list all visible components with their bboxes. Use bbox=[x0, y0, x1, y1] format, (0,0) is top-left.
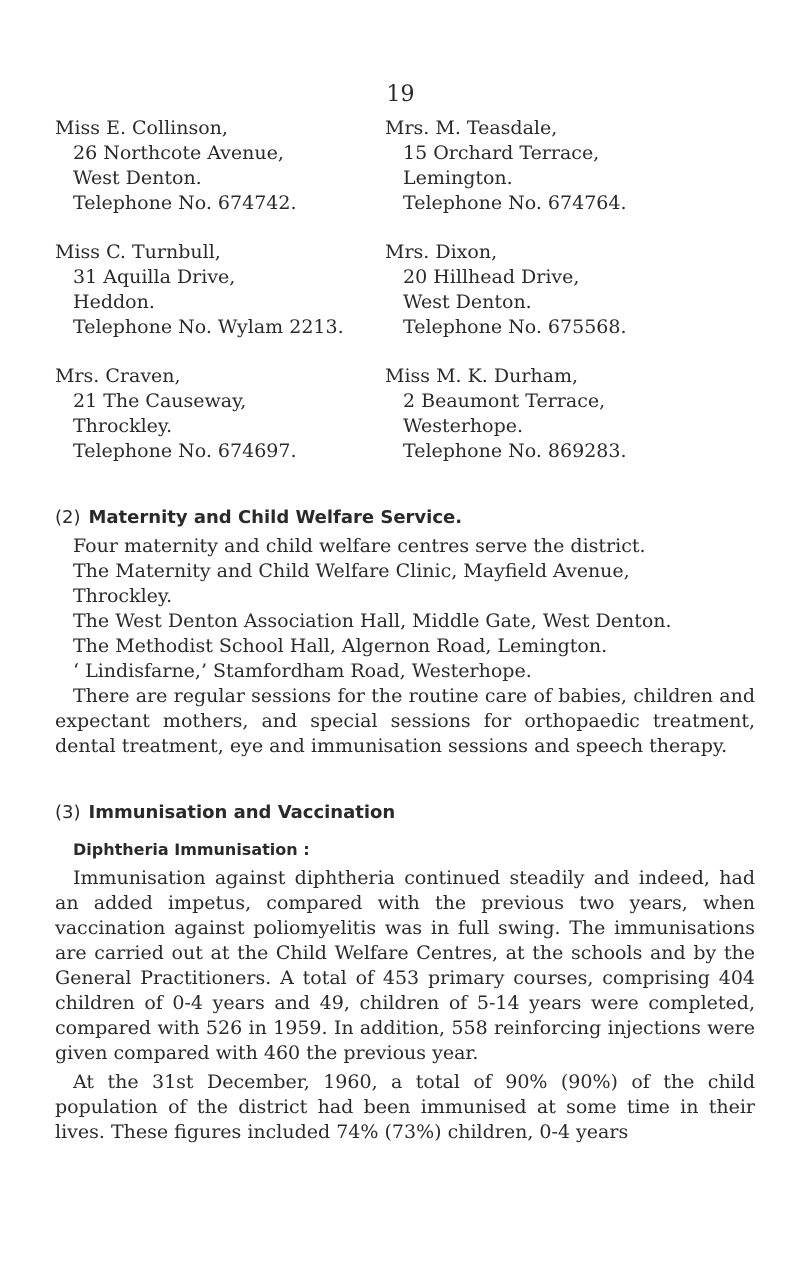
contact-address: 20 Hillhead Drive, bbox=[403, 266, 580, 288]
sub-heading: Diphtheria Immunisation : bbox=[73, 840, 310, 859]
body-paragraph: At the 31st December, 1960, a total of 90% (90%) of the child population of the district had been immunised at some time in their lives. These figures included 74% (73%) children, 0-4 years bbox=[55, 1071, 755, 1143]
body-paragraph: There are regular sessions for the routine care of babies, children and expectant mothers, and special sessions for orthopaedic treatment, dental treatment, eye and immunisation sessions and speech therapy. bbox=[55, 685, 755, 757]
section-heading bbox=[55, 800, 755, 825]
contact-locality: Throckley. bbox=[73, 415, 173, 437]
contact-telephone: Telephone No. 869283. bbox=[403, 440, 627, 462]
welfare-visitors-list bbox=[55, 116, 755, 464]
immunisation-section bbox=[55, 800, 755, 1149]
contact-entry bbox=[55, 364, 385, 464]
contact-entry bbox=[385, 364, 755, 464]
contact-telephone: Telephone No. 675568. bbox=[403, 316, 627, 338]
section-number: (2) bbox=[55, 507, 81, 528]
clinic-item: The Methodist School Hall, Algernon Road, Lemington. bbox=[73, 635, 608, 657]
contact-name: Mrs. Craven, bbox=[55, 365, 181, 387]
clinic-item: ‘ Lindisfarne,’ Stamfordham Road, Westerhope. bbox=[73, 660, 532, 682]
contact-address: 2 Beaumont Terrace, bbox=[403, 390, 606, 412]
clinic-address-cont: Throckley. bbox=[73, 585, 173, 607]
contact-address: 31 Aquilla Drive, bbox=[73, 266, 236, 288]
contact-telephone: Telephone No. 674764. bbox=[403, 192, 627, 214]
contact-name: Miss C. Turnbull, bbox=[55, 241, 221, 263]
contact-telephone: Telephone No. 674697. bbox=[73, 440, 297, 462]
contact-entry bbox=[55, 240, 385, 340]
contact-entry bbox=[55, 116, 385, 216]
contact-address: 15 Orchard Terrace, bbox=[403, 142, 600, 164]
section-title: Maternity and Child Welfare Service. bbox=[88, 507, 463, 528]
contact-locality: West Denton. bbox=[73, 167, 202, 189]
clinic-item bbox=[55, 559, 755, 609]
contact-locality: Heddon. bbox=[73, 291, 155, 313]
maternity-section bbox=[55, 505, 755, 763]
contact-locality: Lemington. bbox=[403, 167, 513, 189]
contact-name: Mrs. Dixon, bbox=[385, 241, 498, 263]
intro-text: Four maternity and child welfare centres serve the district. bbox=[73, 535, 646, 557]
contact-address: 26 Northcote Avenue, bbox=[73, 142, 284, 164]
contact-entry bbox=[385, 240, 755, 340]
contact-locality: Westerhope. bbox=[403, 415, 524, 437]
section-heading bbox=[55, 505, 755, 530]
contact-name: Miss M. K. Durham, bbox=[385, 365, 579, 387]
clinic-address: The Maternity and Child Welfare Clinic, Mayfield Avenue, bbox=[73, 560, 630, 582]
clinic-item: The West Denton Association Hall, Middle Gate, West Denton. bbox=[73, 610, 672, 632]
contact-name: Miss E. Collinson, bbox=[55, 117, 228, 139]
contact-locality: West Denton. bbox=[403, 291, 532, 313]
body-paragraph: Immunisation against diphtheria continued steadily and indeed, had an added impetus, compared with the previous two years, when vaccination against poliomyelitis was in full swing. The immunisations are carried out at the Child Welfare Centres, at the schools and by the General Practitioners. A total of 453 primary courses, comprising 404 children of 0-4 years and 49, children of 5-14 years were completed, compared with 526 in 1959. In addition, 558 reinforcing injections were given compared with 460 the previous year. bbox=[55, 867, 755, 1064]
section-number: (3) bbox=[55, 802, 81, 823]
page-number: 19 bbox=[386, 82, 415, 107]
contact-telephone: Telephone No. Wylam 2213. bbox=[73, 316, 344, 338]
contact-telephone: Telephone No. 674742. bbox=[73, 192, 297, 214]
contact-name: Mrs. M. Teasdale, bbox=[385, 117, 558, 139]
contact-entry bbox=[385, 116, 755, 216]
section-title: Immunisation and Vaccination bbox=[88, 802, 396, 823]
contact-address: 21 The Causeway, bbox=[73, 390, 247, 412]
